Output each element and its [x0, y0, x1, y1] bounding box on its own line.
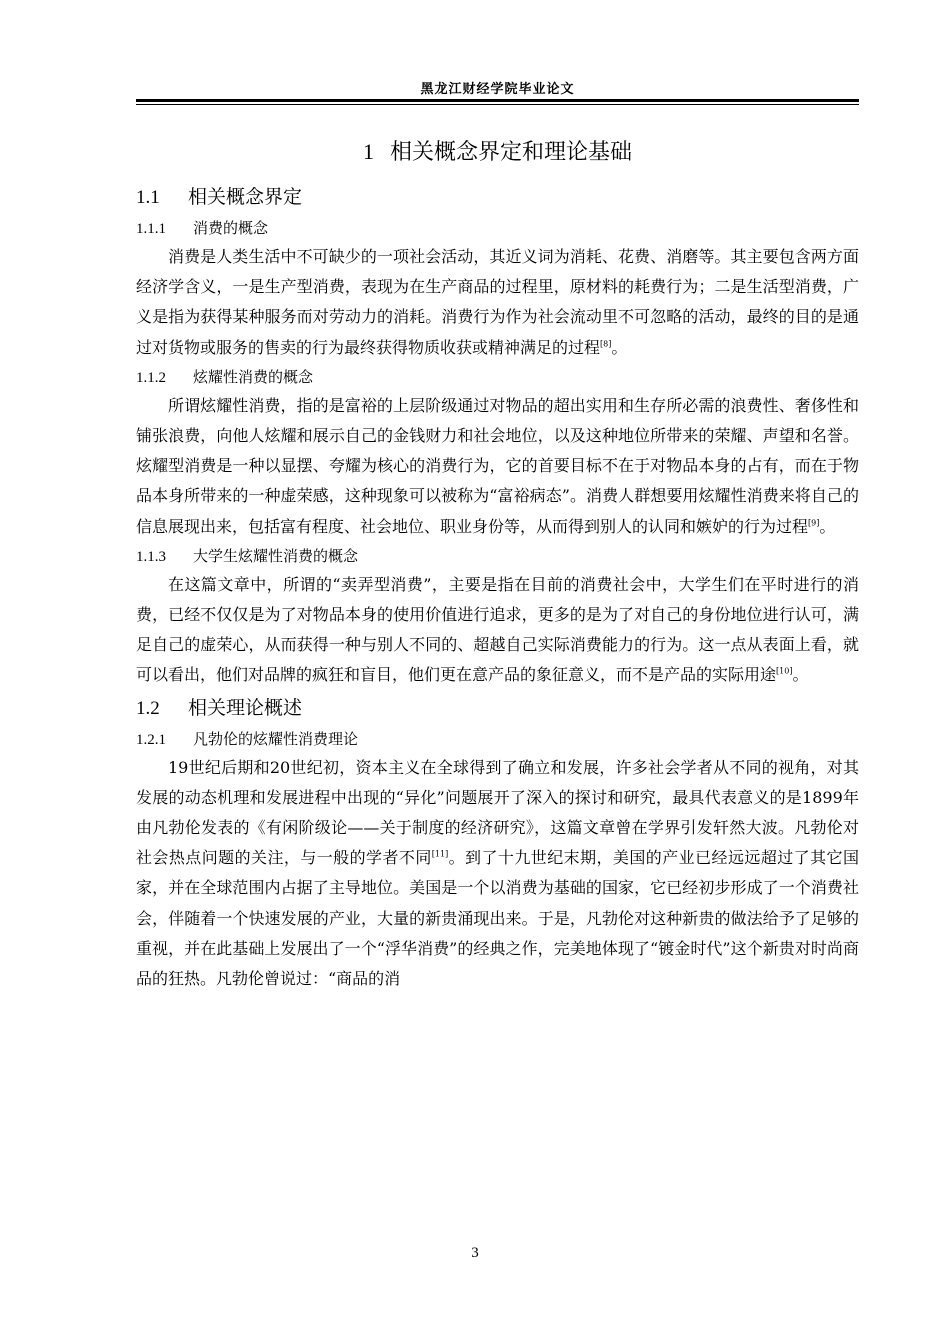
citation-ref: [9] — [808, 518, 820, 528]
subsection-number: 1.1.3 — [136, 548, 166, 565]
subsection-title: 大学生炫耀性消费的概念 — [193, 546, 359, 565]
subsection-heading-1-1-1 — [136, 214, 859, 242]
citation-ref: [8] — [600, 339, 612, 349]
chapter-number: 1 — [362, 139, 374, 164]
citation-ref: [10] — [776, 667, 793, 677]
section-heading-1-1 — [136, 180, 859, 214]
paragraph-text: 19世纪后期和20世纪初，资本主义在全球得到了确立和发展，许多社会学者从不同的视角，对其发展的动态机理和发展进程中出现的“异化”问题展开了深入的探讨和研究，最具代表意义的是1899年由凡勃伦发表的《有闲阶级论——关于制度的经济研究》，这篇文章曾在学界引发轩然大波。凡勃伦对社会热点问题的关注，与一般的学者不同 — [136, 757, 859, 868]
paragraph-text: 在这篇文章中，所谓的“卖弄型消费”，主要是指在目前的消费社会中，大学生们在平时进行的消费，已经不仅仅是为了对物品本身的使用价值进行追求，更多的是为了对自己的身份地位进行认可，满足自己的虚荣心，从而获得一种与别人不同的、超越自己实际消费能力的行为。这一点从表面上看，就可以看出，他们对品牌的疯狂和盲目，他们更在意产品的象征意义，而不是产品的实际用途 — [136, 574, 859, 685]
section-number: 1.2 — [136, 697, 160, 719]
subsection-title: 凡勃伦的炫耀性消费理论 — [193, 729, 359, 748]
paragraph-text-continued: 。到了十九世纪末期，美国的产业已经远远超过了其它国家，并在全球范围内占据了主导地位。美国是一个以消费为基础的国家，它已经初步形成了一个消费社会，伴随着一个快速发展的产业，大量的新贵涌现出来。于是，凡勃伦对这种新贵的做法给予了足够的重视，并在此基础上发展出了一个“浮华消费”的经典之作，完美地体现了“镀金时代”这个新贵对时尚商品的狂热。凡勃伦曾说过：“商品的消 — [136, 848, 859, 989]
section-title: 相关理论概述 — [188, 696, 303, 719]
page-body — [136, 130, 859, 994]
paragraph-consumption-concept — [136, 242, 859, 363]
subsection-heading-1-2-1 — [136, 725, 859, 753]
chapter-heading — [136, 130, 859, 174]
section-heading-1-2 — [136, 691, 859, 725]
paragraph-conspicuous-consumption — [136, 391, 859, 542]
citation-ref: [11] — [431, 849, 449, 859]
subsection-number: 1.1.2 — [136, 369, 166, 386]
subsection-number: 1.1.1 — [136, 221, 166, 237]
header-rule-thick — [136, 99, 859, 102]
subsection-number: 1.2.1 — [136, 731, 166, 748]
chapter-title: 相关概念界定和理论基础 — [389, 140, 632, 165]
paragraph-end: 。 — [792, 665, 809, 685]
section-number: 1.1 — [136, 187, 160, 208]
subsection-heading-1-1-2 — [136, 363, 859, 391]
section-title: 相关概念界定 — [188, 186, 303, 208]
paragraph-end: 。 — [819, 516, 836, 536]
paragraph-text: 消费是人类生活中不可缺少的一项社会活动，其近义词为消耗、花费、消磨等。其主要包含两方面经济学含义，一是生产型消费，表现为在生产商品的过程里，原材料的耗费行为；二是生活型消费，广义是指为获得某种服务而对劳动力的消耗。消费行为作为社会流动里不可忽略的活动，最终的目的是通过对货物或服务的售卖的行为最终获得物质收获或精神满足的过程 — [136, 247, 859, 357]
paragraph-student-consumption — [136, 570, 859, 691]
paragraph-end: 。 — [611, 337, 628, 357]
page-header: 黑龙江财经学院毕业论文 — [420, 82, 575, 97]
paragraph-veblen-theory — [136, 753, 859, 995]
header-rule-thin — [136, 104, 859, 105]
page-number: 3 — [471, 1245, 479, 1261]
subsection-title: 消费的概念 — [193, 219, 269, 237]
subsection-heading-1-1-3 — [136, 542, 859, 570]
subsection-title: 炫耀性消费的概念 — [193, 367, 314, 386]
paragraph-text: 所谓炫耀性消费，指的是富裕的上层阶级通过对物品的超出实用和生存所必需的浪费性、奢侈性和铺张浪费，向他人炫耀和展示自己的金钱财力和社会地位，以及这种地位所带来的荣耀、声望和名誉。炫耀型消费是一种以显摆、夸耀为核心的消费行为，它的首要目标不在于对物品本身的占有，而在于物品本身所带来的一种虚荣感，这种现象可以被称为“富裕病态”。消费人群想要用炫耀性消费来将自己的信息展现出来，包括富有程度、社会地位、职业身份等，从而得到别人的认同和嫉妒的行为过程 — [136, 395, 859, 536]
